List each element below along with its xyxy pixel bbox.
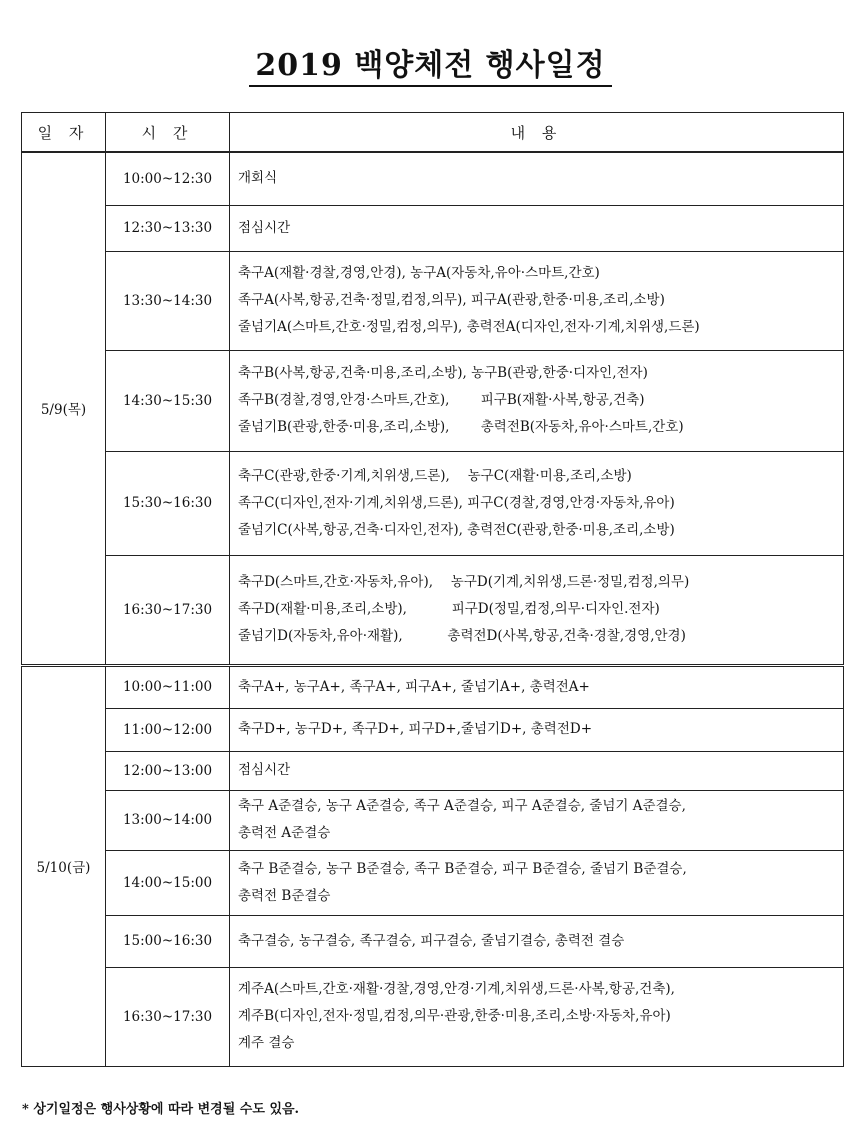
- time-cell: 16:30~17:30: [106, 967, 230, 1066]
- content-line: 축구A(재활·경찰,경영,안경), 농구A(자동차,유아·스마트,간호): [238, 265, 600, 281]
- time-cell: 13:30~14:30: [106, 251, 230, 350]
- time-cell: 11:00~12:00: [106, 708, 230, 751]
- content-line: 총력전 B준결승: [238, 887, 331, 904]
- content-line: 줄넘기B(관광,한중·미용,조리,소방), 총력전B(자동차,유아·스마트,간호): [238, 419, 684, 435]
- content-cell: [230, 790, 844, 850]
- time-cell: 12:00~13:00: [106, 751, 230, 790]
- content-line: 개회식: [238, 170, 278, 187]
- day-cell: 5/10(금): [22, 665, 106, 1066]
- schedule-row: [22, 555, 844, 665]
- schedule-row: [22, 915, 844, 967]
- schedule-row: [22, 790, 844, 850]
- content-line: 족구D(재활·미용,조리,소방), 피구D(정밀,컴정,의무·디자인.전자): [238, 601, 660, 617]
- content-line: 족구C(디자인,전자·기계,치위생,드론), 피구C(경찰,경영,안경·자동차,유아): [238, 494, 675, 511]
- content-cell: [230, 665, 844, 708]
- time-cell: 10:00~12:30: [106, 152, 230, 205]
- content-line: 축구B(사복,항공,건축·미용,조리,소방), 농구B(관광,한중·디자인,전자): [238, 365, 648, 381]
- schedule-row: [22, 708, 844, 751]
- header-content: 내 용: [230, 113, 844, 153]
- content-cell: [230, 205, 844, 251]
- content-line: 점심시간: [238, 762, 291, 778]
- content-cell: [230, 915, 844, 967]
- schedule-table: [21, 112, 844, 1067]
- content-line: 줄넘기A(스마트,간호·정밀,컴정,의무), 총력전A(디자인,전자·기계,치위생,드론): [238, 319, 700, 335]
- schedule-row: [22, 251, 844, 350]
- footnote: * 상기일정은 행사상황에 따라 변경될 수도 있음.: [22, 1102, 300, 1117]
- content-line: 족구A(사복,항공,건축·정밀,컴정,의무), 피구A(관광,한중·미용,조리,소방): [238, 292, 665, 308]
- time-cell: 10:00~11:00: [106, 665, 230, 708]
- content-cell: [230, 708, 844, 751]
- time-cell: 15:30~16:30: [106, 451, 230, 555]
- content-line: 계주A(스마트,간호·재활·경찰,경영,안경·기계,치위생,드론·사복,항공,건축),: [238, 981, 675, 997]
- content-cell: [230, 251, 844, 350]
- content-line: 줄넘기C(사복,항공,건축·디자인,전자), 총력전C(관광,한중·미용,조리,소방): [238, 521, 675, 538]
- content-line: 족구B(경찰,경영,안경·스마트,간호), 피구B(재활·사복,항공,건축): [238, 392, 645, 408]
- schedule-row: [22, 451, 844, 555]
- schedule-row: [22, 850, 844, 915]
- time-cell: 15:00~16:30: [106, 915, 230, 967]
- time-cell: 14:30~15:30: [106, 350, 230, 451]
- time-cell: 16:30~17:30: [106, 555, 230, 665]
- content-line: 축구 B준결승, 농구 B준결승, 족구 B준결승, 피구 B준결승, 줄넘기 B준결승,: [238, 860, 687, 877]
- schedule-row: [22, 665, 844, 708]
- content-line: 축구 A준결승, 농구 A준결승, 족구 A준결승, 피구 A준결승, 줄넘기 A준결승,: [238, 798, 686, 814]
- day-cell: 5/9(목): [22, 152, 106, 665]
- content-cell: [230, 152, 844, 205]
- content-cell: [230, 350, 844, 451]
- content-line: 축구D(스마트,간호·자동차,유아), 농구D(기계,치위생,드론·정밀,컴정,의무): [238, 574, 690, 590]
- page-title: 2019 백양체전 행사일정: [0, 40, 861, 84]
- schedule-body: [22, 152, 844, 1066]
- schedule-row: [22, 350, 844, 451]
- schedule-row: [22, 751, 844, 790]
- content-line: 축구D+, 농구D+, 족구D+, 피구D+,줄넘기D+, 총력전D+: [238, 721, 593, 737]
- schedule-row: [22, 205, 844, 251]
- schedule-row: [22, 152, 844, 205]
- header-time: 시 간: [106, 113, 230, 153]
- time-cell: 12:30~13:30: [106, 205, 230, 251]
- schedule-row: [22, 967, 844, 1066]
- content-cell: [230, 967, 844, 1066]
- content-cell: [230, 751, 844, 790]
- content-cell: [230, 555, 844, 665]
- content-line: 축구결승, 농구결승, 족구결승, 피구결승, 줄넘기결승, 총력전 결승: [238, 932, 625, 949]
- content-line: 축구A+, 농구A+, 족구A+, 피구A+, 줄넘기A+, 총력전A+: [238, 678, 590, 695]
- time-cell: 13:00~14:00: [106, 790, 230, 850]
- content-line: 줄넘기D(자동차,유아·재활), 총력전D(사복,항공,건축·경찰,경영,안경): [238, 628, 686, 644]
- time-cell: 14:00~15:00: [106, 850, 230, 915]
- content-line: 축구C(관광,한중·기계,치위생,드론), 농구C(재활·미용,조리,소방): [238, 467, 632, 484]
- content-cell: [230, 850, 844, 915]
- header-day: 일 자: [22, 113, 106, 153]
- table-header-row: [22, 113, 844, 153]
- content-line: 총력전 A준결승: [238, 825, 331, 841]
- content-cell: [230, 451, 844, 555]
- content-line: 계주 결승: [238, 1035, 295, 1051]
- content-line: 계주B(디자인,전자·정밀,컴정,의무·관광,한중·미용,조리,소방·자동차,유아): [238, 1008, 671, 1024]
- content-line: 점심시간: [238, 219, 291, 236]
